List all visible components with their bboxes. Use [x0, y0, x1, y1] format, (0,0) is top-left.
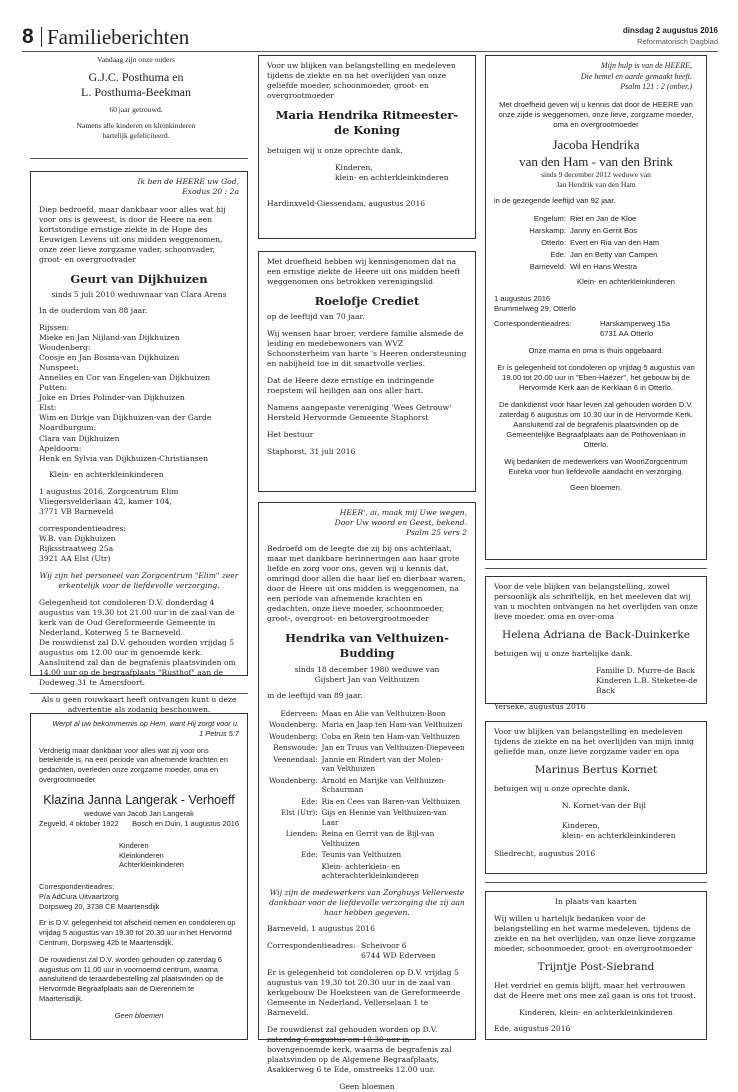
table-row	[267, 807, 467, 828]
notice-siebrand	[485, 891, 707, 1040]
brink-family-table	[504, 213, 661, 273]
family-names: Wil en Hans Westra	[570, 261, 637, 271]
langerak-died: Bosch en Duin, 1 augustus 2016	[132, 818, 239, 828]
brink-name2: van den Ham - van den Brink	[519, 153, 673, 169]
family-names: Janny en Gerrit Bos	[570, 225, 638, 235]
siebrand-name: Trijntje Post-Siebrand	[537, 961, 655, 974]
ritmeester-place: Hardinxveld-Giessendam, augustus 2016	[267, 199, 426, 209]
posthuma-years: 60 jaar getrouwd.	[109, 105, 163, 115]
table-row	[267, 775, 467, 796]
budding-closing: Geen bloemen	[339, 1081, 395, 1091]
family-place: Lienden:	[285, 829, 318, 839]
siebrand-intro: Wij willen u hartelijk bedanken voor de belangstelling en het warme medeleven, tijdens de ziekte en na het overlijden, van onze lieve zorgzame moeder, schoonmoeder, groot- en overgrootmoeder	[494, 914, 696, 954]
crediet-wish: Wij wensen haar broer, verdere familie alsmede de leiding en medebewoners van WVZ Schoonsterheim van harte 's Heeren ondersteuning en nabijheid toe in dit smartvolle verlies.	[267, 329, 467, 369]
brink-service: De dankdienst voor haar leven zal gehouden worden D.V. zaterdag 6 augustus om 10.30 uur in de Hervormde Kerk. Aansluitend zal de begrafenis plaatsvinden op de Gemeentelijke Begraafplaats aan de Pothovenlaan in Otterlo.	[499, 399, 693, 449]
family-place: Ederveen:	[280, 708, 318, 718]
family-names: Coba en Rein ten Ham-van Velthuizen	[321, 731, 461, 741]
langerak-widow: weduwe van Jacob Jan Langerak	[84, 809, 194, 819]
dijkhuizen-thanks: Wij zijn het personeel van Zorgcentrum "Elim" zeer erkentelijk voor de liefdevolle verzorging.	[39, 570, 239, 590]
family-place: Elst (Utr):	[280, 808, 318, 818]
table-row	[267, 861, 467, 882]
family-place: Ede:	[550, 249, 566, 259]
family-names: Riet en Jan de Kloe	[570, 213, 637, 223]
brink-age: in de gezegende leeftijd van 92 jaar.	[494, 195, 616, 205]
langerak-verse: Werpt al uw bekommernis op Hem, want Hij zorgt voor u. 1 Petrus 5:7	[52, 719, 239, 738]
duinkerke-intro: Voor de vele blijken van belangstelling, zowel persoonlijk als schriftelijk, en het meeleven dat wij van u mochten ontvangen na het overlijden van onze lieve moeder, oma en over-oma	[494, 582, 698, 622]
notice-dijkhuizen	[30, 171, 248, 714]
budding-condolence: Er is gelegenheid tot condoleren op D.V. vrijdag 5 augustus van 19.30 tot 20.30 uur in de zaal van kerkgebouw De Hoeksteen van de Gereformeerde Gemeente in Nederland, Vellerselaan 1 te Barneveld.	[267, 967, 461, 1017]
family-names: Jan en Truus van Velthuizen-Diepeveen	[321, 743, 465, 753]
kornet-place: Sliedrecht, augustus 2016	[494, 848, 596, 858]
table-row	[504, 261, 661, 273]
ritmeester-intro: Voor uw blijken van belangstelling en medeleven tijdens de ziekte en na het overlijden van onze geliefde moeder, schoonmoeder, groot- en overgrootmoeder	[267, 61, 456, 101]
budding-family-table	[267, 708, 467, 882]
notice-ritmeester	[258, 55, 476, 239]
ritmeester-family: Kinderen, klein- en achterkleinkinderen	[335, 163, 449, 183]
table-row	[267, 828, 467, 849]
budding-age: in de leeftijd van 89 jaar.	[267, 690, 363, 700]
page-header	[22, 24, 718, 50]
header-date: dinsdag 2 augustus 2016	[622, 26, 718, 35]
rule-3	[485, 568, 707, 569]
family-place: Harskamp:	[529, 225, 566, 235]
family-names: Jannie en Rindert van der Molen- van Velthuizen	[321, 754, 444, 774]
rule-1	[30, 158, 248, 159]
table-row	[504, 225, 661, 237]
notice-crediet	[258, 251, 476, 492]
ritmeester-thanks: betuigen wij u onze oprechte dank.	[267, 146, 403, 156]
budding-place: Barneveld, 1 augustus 2016	[267, 923, 375, 933]
ritmeester-name: Maria Hendrika Ritmeester- de Koning	[275, 108, 459, 138]
notice-posthuma	[30, 55, 242, 141]
langerak-closing: Geen bloemen	[114, 1010, 164, 1020]
brink-corr-label: Correspondentieadres:	[494, 318, 572, 328]
notice-brink	[485, 55, 707, 560]
budding-service: De rouwdienst zal gehouden worden op D.V. zaterdag 6 augustus om 10.30 uur in bovengenoemde kerk, waarna de begrafenis zal plaatsvinden op de Algemene Begraafplaats, Asakkerweg 6 te Ede, omstreeks 12.00 uur.	[267, 1024, 452, 1074]
langerak-name: Klazina Janna Langerak - Verhoeff	[43, 792, 235, 807]
rule-4	[485, 882, 707, 883]
header-divider	[41, 27, 42, 47]
header-rule	[22, 51, 718, 52]
table-row	[267, 708, 467, 720]
dijkhuizen-intro: Diep bedroefd, maar dankbaar voor alles wat hij voor ons is geweest, is door de Heere na een kortstondige ernstige ziekte in de Hope des Eeuwigen Levens uit ons midden weggenomen, onze zeer lieve zorgzame vader, schoonvader, groot- en overgrootvader	[39, 205, 226, 265]
table-row	[504, 213, 661, 225]
langerak-correspondence: Correspondentieadres: P/a AdCura Uitvaartzorg Dorpsweg 20, 3738 CE Maartensdijk	[39, 882, 160, 911]
dijkhuizen-name: Geurt van Dijkhuizen	[70, 272, 208, 287]
family-place: Ede:	[301, 796, 318, 806]
family-names: Gijs en Hennie van Velthuizen-van Laar	[321, 808, 447, 827]
budding-verse: HEER', ai, maak mij Uwe wegen, Door Uw woord en Geest, bekend. Psalm 25 vers 2	[334, 508, 467, 538]
siebrand-family: Kinderen, klein- en achterkleinkinderen	[519, 1007, 673, 1017]
budding-since: sinds 18 december 1980 weduwe van Gijsbert Jan van Velthuizen	[294, 664, 440, 684]
brink-corr-value: Harskamperweg 15a 6731 AA Otterlo	[600, 318, 671, 338]
family-place: Veenendaal:	[273, 754, 318, 764]
rule-2	[30, 693, 248, 694]
table-row	[504, 249, 661, 261]
table-row	[267, 742, 467, 754]
brink-condolence: Er is gelegenheid tot condoleren op vrijdag 5 augustus van 19.00 tot 20.00 uur in "Eben-Haëzer", het gebouw bij de Hervormde Kerk aan de Kerklaan 6 in Otterlo.	[497, 362, 695, 392]
family-place	[267, 861, 320, 882]
siebrand-place: Ede, augustus 2016	[494, 1023, 571, 1033]
table-row	[267, 731, 467, 743]
posthuma-name1: G.J.C. Posthuma en	[88, 70, 184, 85]
dijkhuizen-correspondence: correspondentieadres: W.B. van Dijkhuizen Rijksstraatweg 25a 3921 AA Elst (Utr)	[39, 523, 126, 563]
dijkhuizen-grandchildren: Klein- en achterkleinkinderen	[49, 469, 164, 479]
family-names: Reina en Gerrit van de Bijl-van Velthuizen	[321, 829, 435, 848]
brink-grandchildren: Klein- en achterkleinkinderen	[577, 276, 675, 286]
crediet-age: op de leeftijd van 70 jaar.	[267, 312, 365, 322]
dijkhuizen-family: Rijssen: Mieke en Jan Nijland-van Dijkhuizen Woudenberg: Coosje en Jan Bosma-van Dijkhuizen Nunspeet: Annelies en Cor van Engelen-van Dijkhuizen Putten: Joke en Dries Polinder-van Dijkhuizen Elst: Wim en Dirkje van Dijkhuizen-van der Garde Noardburgum: Clara van Dijkhuizen Apeldoorn: Henk en Sylvia van Dijkhuizen-Christiansen	[39, 323, 212, 463]
brink-name1: Jacoba Hendrika	[552, 136, 640, 152]
duinkerke-thanks: betuigen wij u onze hartelijke dank.	[494, 648, 633, 658]
family-names: Jan en Betty van Campen	[570, 249, 658, 259]
family-place: Ede:	[301, 850, 318, 860]
crediet-place: Staphorst, 31 juli 2016	[267, 447, 356, 457]
posthuma-closing: Namens alle kinderen en kleinkinderen hartelijk gefeliciteerd.	[76, 120, 196, 140]
crediet-board: Namens aangepaste vereniging 'Wees Getrouw' Hersteld Hervormde Gemeente Staphorst	[267, 403, 452, 423]
dijkhuizen-closing: Als u geen rouwkaart heeft ontvangen kunt u deze advertentie als zodanig beschouwen.	[41, 694, 237, 714]
dijkhuizen-age: In de ouderdom van 88 jaar.	[39, 306, 148, 316]
budding-corr-label: Correspondentieadres:	[267, 940, 356, 950]
duinkerke-name: Helena Adriana de Back-Duinkerke	[502, 629, 690, 642]
page-number: 8	[22, 25, 34, 48]
brink-since: sinds 9 december 2012 weduwe van Jan Hendrik van den Ham	[541, 170, 651, 190]
siebrand-header: In plaats van kaarten	[555, 897, 637, 906]
kornet-intro: Voor uw blijken van belangstelling en medeleven tijdens de ziekte en na het overlijden van mijn innig geliefde man, onze lieve zorgzame vader en opa	[494, 727, 694, 757]
family-place: Barneveld:	[529, 261, 566, 271]
langerak-family: Kinderen Kleinkinderen Achterkleinkinderen	[119, 840, 184, 870]
brink-home: Onze mama en oma is thuis opgebaard.	[528, 345, 664, 355]
brink-closing: Geen bloemen.	[570, 482, 622, 492]
family-place: Woudenberg:	[269, 775, 318, 785]
brink-thanks: Wij bedanken de medewerkers van WoonZorgcentrum Eureka voor hun liefdevolle aandacht en verzorging.	[504, 456, 688, 476]
family-names: Arnold en Marijke van Velthuizen- Schaurman	[321, 775, 446, 795]
budding-intro: Bedroefd om de leegte die zij bij ons achterlaat, maar met dankbare herinneringen aan haar grote liefde en zorg voor ons, geven wij u kennis dat, omringd door allen die haar lief en dierbaar waren, door de Heere uit ons midden is weggenomen, na een periode van afnemende krachten en gedachten, onze lieve moeder, schoonmoeder, groot-, overgroot- en betovergrootmoeder	[267, 544, 466, 624]
posthuma-name2: L. Posthuma-Beekman	[81, 85, 191, 100]
langerak-service: De rouwdienst zal D.V. worden gehouden op zaterdag 6 augustus om 11.00 uur in voornoemd centrum, waarna aansluitend de teraardebestelling zal plaatsvinden op de Hervormde Begraafplaats aan de Dierenriem te Maartensdijk.	[39, 954, 224, 1003]
brink-correspondence	[494, 319, 698, 340]
family-place: Otterlo:	[541, 237, 566, 247]
family-place: Woudenberg:	[269, 720, 318, 730]
budding-name: Hendrika van Velthuizen-Budding	[285, 631, 449, 661]
family-names: Maria en Jaap ten Ham-van Velthuizen	[321, 720, 463, 730]
family-names: Maas en Alie van Velthuizen-Boon	[321, 708, 446, 718]
table-row	[267, 849, 467, 861]
notice-budding	[258, 502, 476, 1091]
crediet-sign: Het bestuur	[267, 430, 314, 440]
budding-thanks: Wij zijn de medewerkers van Zorghuys Vellerveste dankbaar voor de liefdevolle verzorging die zij aan haar hebben gegeven.	[269, 887, 465, 917]
family-names: Evert en Ria van den Ham	[570, 237, 660, 247]
duinkerke-place: Yerseke, augustus 2016	[494, 701, 586, 711]
langerak-condolence: Er is D.V. gelegenheid tot afscheid nemen en condoleren op vrijdag 5 augustus van 19.30 tot 20.30 uur in het Hervormd Centrum, Dorpsweg 42b te Maartensdijk.	[39, 918, 236, 947]
kornet-thanks: betuigen wij u onze oprechte dank.	[494, 783, 630, 793]
table-row	[267, 796, 467, 808]
brink-address: 1 augustus 2016 Brummelweg 29, Otterlo	[494, 293, 576, 313]
budding-correspondence	[267, 941, 467, 962]
notice-kornet	[485, 721, 707, 874]
family-place: Renswoude:	[273, 743, 318, 753]
section-title: Familieberichten	[47, 25, 190, 49]
table-row	[267, 719, 467, 731]
brink-verse: Mijn hulp is van de HEERE, Die hemel en aarde gemaakt heeft. Psalm 121 : 2 (onber.)	[580, 61, 692, 92]
brink-intro: Met droefheid geven wij u kennis dat door de HEERE van onze zijde is weggenomen, onze lieve, zorgzame moeder, oma en overgrootmoeder	[498, 99, 694, 129]
family-place: Woudenberg:	[269, 731, 318, 741]
langerak-intro: Verdrietig maar dankbaar voor alles wat zij voor ons betekende is, na een periode van afnemende krachten en gedachten, overleden onze zorgzame moeder, oma en overgrootmoeder	[39, 745, 229, 784]
notice-langerak	[30, 713, 248, 1040]
table-row	[267, 754, 467, 775]
family-names: Ria en Cees van Baren-van Velthuizen	[321, 796, 461, 806]
langerak-dates	[39, 819, 239, 831]
siebrand-grief: Het verdriet en gemis blijft, maar het vertrouwen dat de Heere met ons mee zal gaan is ons tot troost.	[494, 980, 696, 1000]
family-place: Engelum:	[533, 213, 566, 223]
header-newspaper: Reformatorisch Dagblad	[637, 37, 718, 46]
crediet-name: Roelofje Crediet	[314, 294, 420, 309]
kornet-family: N. Kornet-van der Bijl Kinderen, klein- en achterkleinkinderen	[562, 800, 676, 840]
duinkerke-family: Familie D. Murre-de Back Kinderen L.B. Steketee-de Back	[596, 665, 698, 695]
family-names: Klein- achterklein- en achterachterkleinkinderen	[321, 861, 419, 881]
table-row	[504, 237, 661, 249]
budding-corr-value: Scheivoor 6 6744 WD Ederveen	[361, 940, 436, 960]
family-names: Teunis van Velthuizen	[321, 850, 402, 860]
crediet-intro: Met droefheid hebben wij kennisgenomen dat na een ernstige ziekte de Heere uit ons midden heeft weggenomen ons betrokken verenigingslid	[267, 257, 461, 287]
dijkhuizen-address: 1 augustus 2016, Zorgcentrum Elim Vliegersvelderlaan 42, kamer 104, 3771 VB Barneveld	[39, 486, 179, 516]
posthuma-intro: Vandaag zijn onze ouders	[97, 55, 175, 64]
langerak-born: Zegveld, 4 oktober 1922	[39, 818, 119, 828]
notice-duinkerke	[485, 576, 707, 711]
dijkhuizen-verse: Ik ben de HEERE uw God, Exodus 20 : 2a	[137, 177, 239, 197]
kornet-name: Marinus Bertus Kornet	[534, 764, 658, 777]
dijkhuizen-condolence: Gelegenheid tot condoleren D.V. donderdag 4 augustus van 19.30 tot 21.00 uur in de zaal van de kerk van de Oud Gereformeerde Gemeente in Nederland, Koterweg 5 te Barneveld. De rouwdienst zal D.V. gehouden worden vrijdag 5 augustus om 12.00 uur in genoemde kerk. Aansluitend zal dan de begrafenis plaatsvinden om 14.00 uur op de begraafplaats "Rusthof" aan de Dodeweg 31 te Amersfoort.	[39, 597, 236, 687]
dijkhuizen-since: sinds 5 juli 2010 weduwnaar van Clara Arens	[51, 290, 227, 300]
crediet-hope: Dat de Heere deze ernstige en indringende roepstem wil heiligen aan ons aller hart.	[267, 376, 434, 396]
